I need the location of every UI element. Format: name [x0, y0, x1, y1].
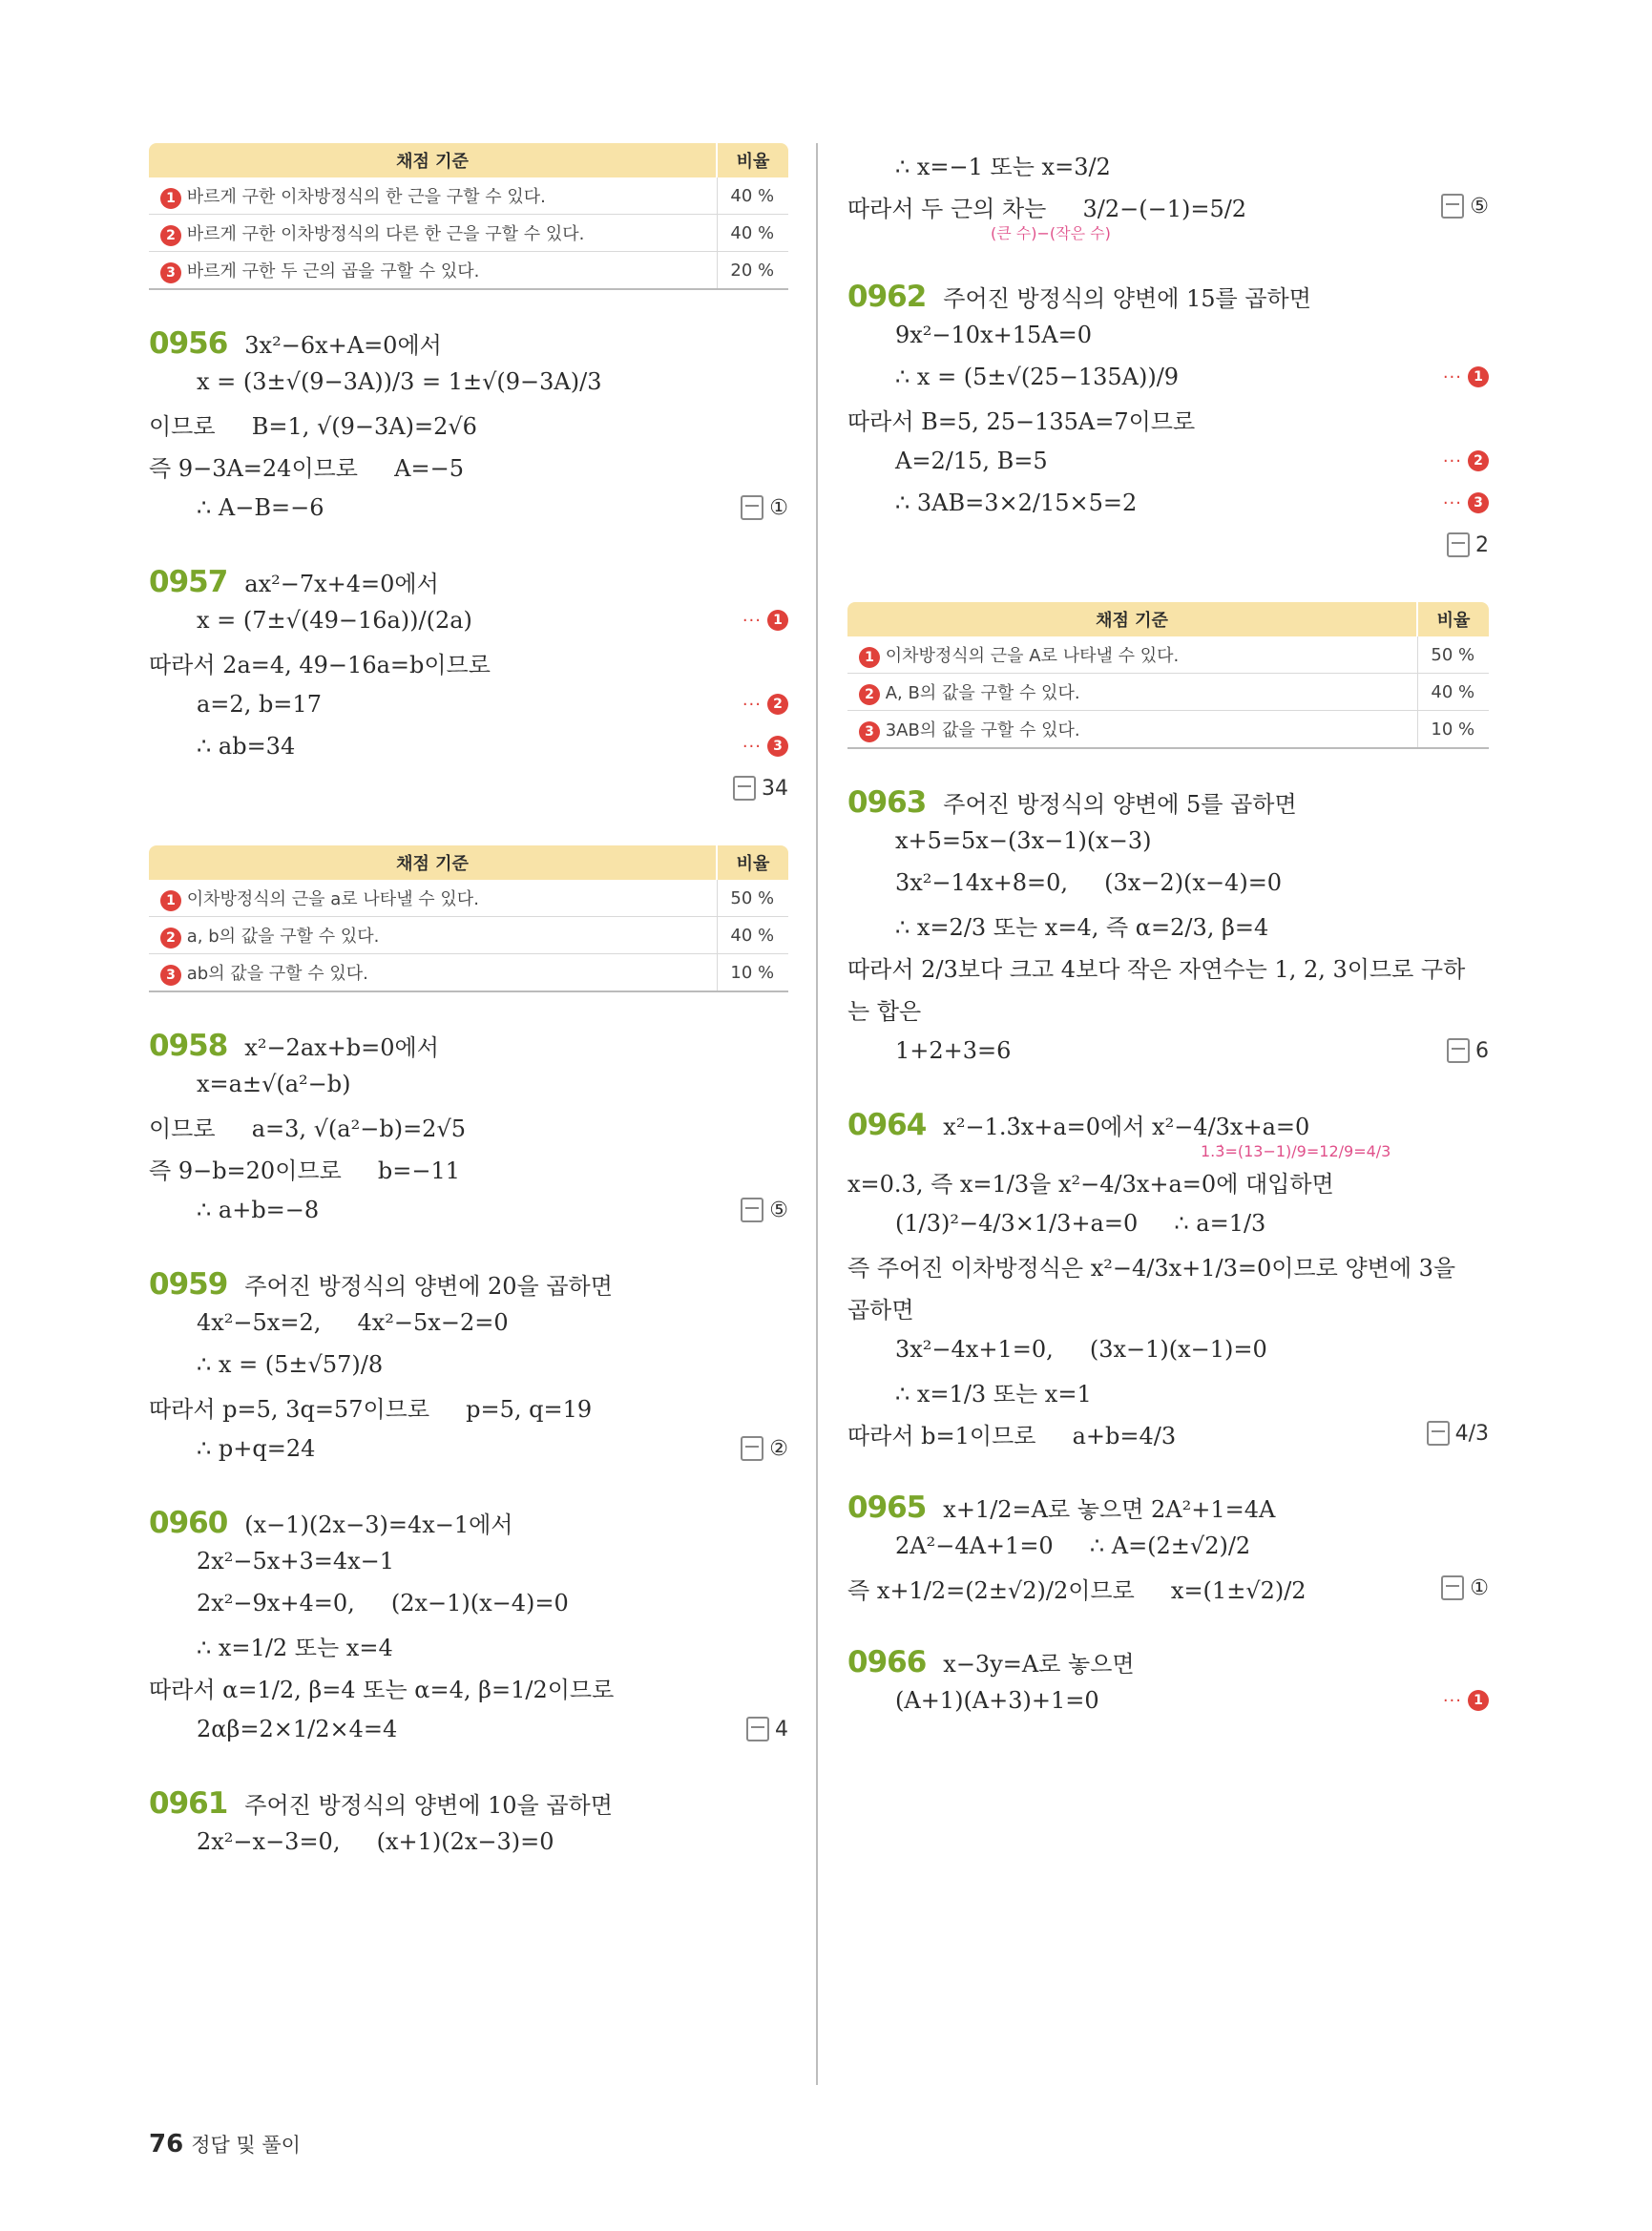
problem-number: 0961 [149, 1786, 228, 1821]
step-marker: ··· 1 [1443, 366, 1489, 387]
circled-number-icon: 2 [160, 928, 181, 949]
problem-0965: 0965 x+1/2=A로 놓으면 2A²+1=4A 2A²−4A+1=0 ∴ A=(2±√2)/2 즉 x+1/2=(2±√2)/2이므로 x=(1±√2)/2 ① [847, 1491, 1489, 1604]
column-divider [816, 143, 818, 2085]
table-row: 2 바르게 구한 이차방정식의 다른 한 근을 구할 수 있다. 40 % [149, 215, 788, 252]
circled-number-icon: 1 [1468, 366, 1489, 387]
circled-number-icon: 3 [1468, 492, 1489, 513]
answer-icon [733, 776, 756, 801]
problem-number: 0956 [149, 326, 228, 361]
circled-number-icon: 1 [160, 890, 181, 911]
problem-0966: 0966 x−3y=A로 놓으면 (A+1)(A+3)+1=0 ··· 1 [847, 1645, 1489, 1721]
circled-number-icon: 1 [767, 610, 788, 631]
answer: ⑤ [741, 1198, 788, 1222]
circled-number-icon: 3 [160, 965, 181, 986]
circled-number-icon: 3 [859, 721, 880, 742]
step-marker: ··· 3 [742, 736, 788, 757]
problem-number: 0957 [149, 565, 228, 599]
table-header-criteria: 채점 기준 [847, 602, 1417, 636]
table-header-criteria: 채점 기준 [149, 845, 717, 880]
answer-icon [741, 1436, 763, 1461]
problem-number: 0964 [847, 1108, 927, 1142]
table-row: 2 a, b의 값을 구할 수 있다. 40 % [149, 917, 788, 954]
answer-icon [741, 1198, 763, 1222]
step-marker: ··· 2 [742, 694, 788, 715]
table-row: 1 이차방정식의 근을 A로 나타낼 수 있다. 50 % [847, 636, 1489, 674]
problem-number: 0963 [847, 785, 927, 820]
left-column [149, 143, 788, 1899]
grading-table-2 [149, 845, 788, 992]
answer-icon [1427, 1421, 1450, 1446]
answer-icon [1447, 532, 1470, 557]
step-marker: ··· 1 [1443, 1690, 1489, 1711]
problem-0959: 0959 주어진 방정식의 양변에 20을 곱하면 4x²−5x=2, 4x²−5x−2=0 ∴ x = (5±√57)/8 따라서 p=5, 3q=57이므로 p=5, q=19 ∴ p+q=24 ② [149, 1267, 788, 1462]
circled-number-icon: 1 [859, 647, 880, 668]
table-header-ratio: 비율 [717, 143, 788, 177]
step-marker: ··· 2 [1443, 450, 1489, 471]
answer: 6 [1447, 1038, 1489, 1063]
answer: ② [741, 1436, 788, 1461]
annotation-note: 1.3̇=(13−1)/9=12/9=4/3 [1201, 1142, 1391, 1160]
problem-0958: 0958 x²−2ax+b=0에서 x=a±√(a²−b) 이므로 a=3, √(a²−b)=2√5 즉 9−b=20이므로 b=−11 ∴ a+b=−8 ⑤ [149, 1029, 788, 1223]
table-header-criteria: 채점 기준 [149, 143, 717, 177]
circled-number-icon: 2 [160, 225, 181, 246]
table-row: 1 이차방정식의 근을 a로 나타낼 수 있다. 50 % [149, 880, 788, 917]
grading-table-1 [149, 143, 788, 290]
problem-number: 0960 [149, 1506, 228, 1540]
answer-icon [741, 495, 763, 520]
problem-0961-continued: ∴ x=−1 또는 x=3/2 따라서 두 근의 차는 3/2−(−1)=5/2 ⑤ (큰 수)−(작은 수) [847, 153, 1489, 242]
circled-number-icon: 1 [160, 188, 181, 209]
answer-icon [1441, 194, 1464, 219]
answer: ① [741, 495, 788, 520]
problem-number: 0962 [847, 280, 927, 314]
problem-0963: 0963 주어진 방정식의 양변에 5를 곱하면 x+5=5x−(3x−1)(x−3) 3x²−14x+8=0, (3x−2)(x−4)=0 ∴ x=2/3 또는 x=4, 즉 α=2/3, β=4 따라서 2/3보다 크고 4보다 작은 자연수는 1, 2, 3이므로 구하 는 합은 1+2+3=6 6 [847, 785, 1489, 1064]
step-marker: ··· 3 [1443, 492, 1489, 513]
circled-number-icon: 2 [1468, 450, 1489, 471]
problem-0957: 0957 ax²−7x+4=0에서 x = (7±√(49−16a))/(2a) ··· 1 따라서 2a=4, 49−16a=b이므로 a=2, b=17 ··· 2 ∴ ab=34 ··· 3 34 [149, 565, 788, 801]
annotation-note: (큰 수)−(작은 수) [991, 224, 1111, 242]
problem-0960: 0960 (x−1)(2x−3)=4x−1에서 2x²−5x+3=4x−1 2x²−9x+4=0, (2x−1)(x−4)=0 ∴ x=1/2 또는 x=4 따라서 α=1/2, β=4 또는 α=4, β=1/2이므로 2αβ=2×1/2×4=4 4 [149, 1506, 788, 1742]
answer-icon [1447, 1038, 1470, 1063]
problem-0964: 0964 x²−1.3̇x+a=0에서 x²−4/3x+a=0 1.3̇=(13−1)/9=12/9=4/3 x=0.3̇, 즉 x=1/3을 x²−4/3x+a=0에 대입하면 (1/3)²−4/3×1/3+a=0 ∴ a=1/3 즉 주어진 이차방정식은 x²−4/3x+1/3=0이므로 양변에 3을 곱하면 3x²−4x+1=0, (3x−1)(x−1)=0 ∴ x=1/3 또는 x=1 따라서 b=1이므로 a+b=4/3 4/3 [847, 1108, 1489, 1449]
answer-icon [746, 1717, 769, 1741]
circled-number-icon: 3 [160, 262, 181, 283]
answer: ① [1441, 1575, 1489, 1600]
right-column [847, 143, 1489, 1758]
page-number: 76 [149, 2130, 184, 2158]
problem-number: 0965 [847, 1491, 927, 1525]
problem-0962: 0962 주어진 방정식의 양변에 15를 곱하면 9x²−10x+15A=0 ∴ x = (5±√(25−135A))/9 ··· 1 따라서 B=5, 25−135A=7이므로 A=2/15, B=5 ··· 2 ∴ 3AB=3×2/15×5=2 ··· 3 2 [847, 280, 1489, 557]
table-header-ratio: 비율 [1417, 602, 1489, 636]
circled-number-icon: 2 [767, 694, 788, 715]
answer: 34 [733, 776, 788, 801]
problem-number: 0966 [847, 1645, 927, 1679]
answer: 4 [746, 1717, 788, 1741]
section-label: 정답 및 풀이 [191, 2134, 301, 2157]
answer-icon [1441, 1575, 1464, 1600]
table-header-ratio: 비율 [717, 845, 788, 880]
problem-number: 0959 [149, 1267, 228, 1302]
problem-number: 0958 [149, 1029, 228, 1063]
answer: 2 [1447, 532, 1489, 557]
page-footer [149, 2130, 301, 2158]
table-row: 3 ab의 값을 구할 수 있다. 10 % [149, 954, 788, 992]
problem-0956: 0956 3x²−6x+A=0에서 x = (3±√(9−3A))/3 = 1±√(9−3A)/3 이므로 B=1, √(9−3A)=2√6 즉 9−3A=24이므로 A=−5 ∴ A−B=−6 ① [149, 326, 788, 521]
circled-number-icon: 2 [859, 684, 880, 705]
answer: 4/3 [1427, 1421, 1489, 1446]
table-row: 3 바르게 구한 두 근의 곱을 구할 수 있다. 20 % [149, 252, 788, 290]
circled-number-icon: 3 [767, 736, 788, 757]
step-marker: ··· 1 [742, 610, 788, 631]
problem-0961: 0961 주어진 방정식의 양변에 10을 곱하면 2x²−x−3=0, (x+1)(2x−3)=0 [149, 1786, 613, 1855]
answer: ⑤ [1441, 194, 1489, 219]
grading-table-3 [847, 602, 1489, 749]
table-row: 2 A, B의 값을 구할 수 있다. 40 % [847, 674, 1489, 711]
table-row: 1 바르게 구한 이차방정식의 한 근을 구할 수 있다. 40 % [149, 177, 788, 215]
circled-number-icon: 1 [1468, 1690, 1489, 1711]
table-row: 3 3AB의 값을 구할 수 있다. 10 % [847, 711, 1489, 749]
